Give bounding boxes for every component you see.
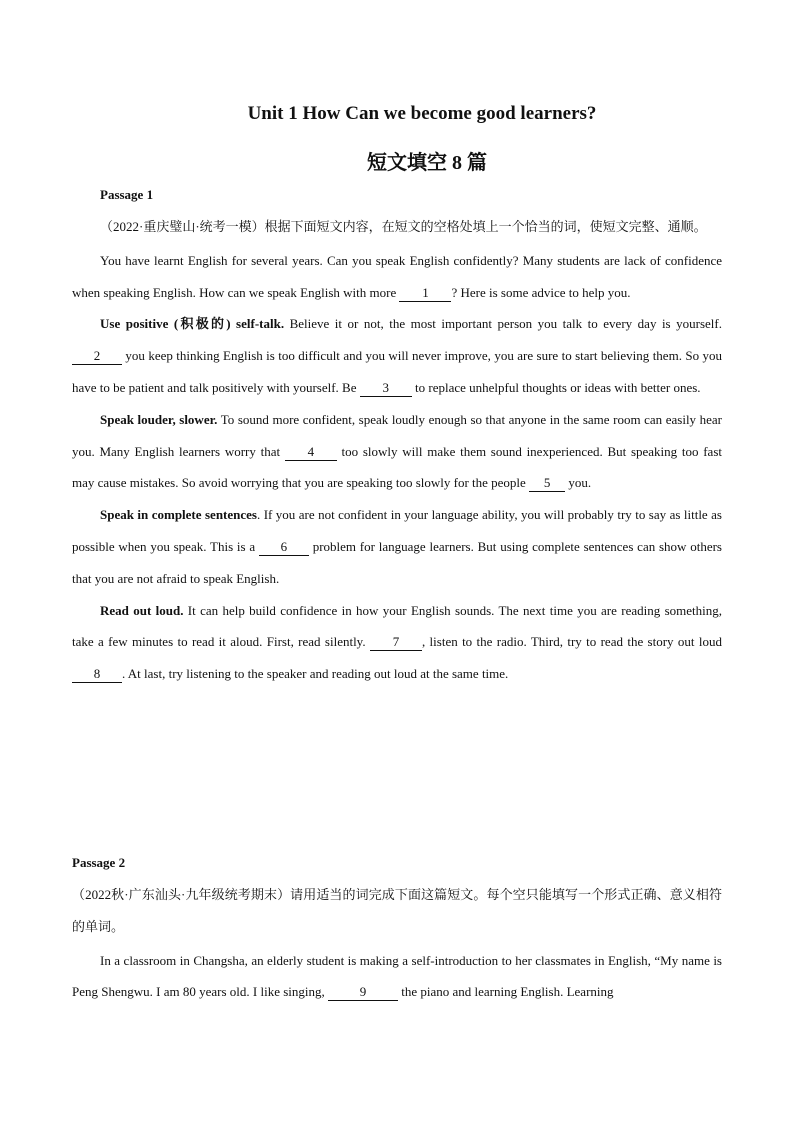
blank-2[interactable]: 2 (72, 348, 122, 365)
text: you. (565, 475, 592, 491)
instruction-text: （2022秋·广东汕头·九年级统考期末）请用适当的词完成下面这篇短文。每个空只能填写一个形式正确、意义相符的单词。 (72, 887, 722, 934)
passage-1-label: Passage 1 (100, 187, 154, 202)
passage-1-paragraph-5 (72, 595, 722, 690)
text: . If you are not confident in your language ability, you will probably try to say as little as possible when you speak. This is a (72, 507, 722, 554)
document-subtitle: 短文填空 8 篇 (367, 152, 487, 174)
heading-text: Read out loud. (100, 602, 184, 618)
text: It can help build confidence in how your English sounds. The next time you are reading something, take a few minutes to read it aloud. First, read silently. (72, 602, 722, 650)
text: to replace unhelpful thoughts or ideas with better ones. (411, 379, 701, 395)
document-title: Unit 1 How Can we become good learners? (247, 103, 597, 124)
text: . At last, try listening to the speaker and reading out loud at the same time. (122, 666, 509, 682)
heading-text: Use positive (积极的) self-talk. (100, 316, 285, 332)
text: In a classroom in Changsha, an elderly student is making a self-introduction to her classmates in English, “My name is Peng Shengwu. I am 80 years old. I like singing, (72, 952, 722, 1000)
text: too slowly will make them sound inexperienced. But speaking too fast may cause mistakes. So avoid worrying that you are speaking too slowly for the people (72, 443, 722, 491)
blank-8[interactable]: 8 (72, 666, 122, 683)
passage-1-paragraph-1 (72, 245, 722, 309)
text: ? Here is some advice to help you. (451, 284, 631, 300)
blank-9[interactable]: 9 (328, 984, 398, 1001)
passage-2-paragraph-1 (72, 945, 722, 1009)
text: You have learnt English for several years. Can you speak English confidently? Many students are lack of confidence when speaking English. How can we speak English with more (72, 252, 722, 300)
passage-1-paragraph-2 (72, 308, 722, 403)
blank-3[interactable]: 3 (360, 380, 412, 397)
text: Believe it or not, the most important person you talk to every day is yourself. (284, 316, 722, 332)
blank-4[interactable]: 4 (285, 444, 337, 461)
instruction-text: （2022·重庆璧山·统考一模）根据下面短文内容，在短文的空格处填上一个恰当的词，使短文完整、通顺。 (100, 219, 707, 234)
passage-1-paragraph-3 (72, 404, 722, 499)
passage-2-label: Passage 2 (72, 855, 126, 870)
passage-1-paragraph-4 (72, 499, 722, 594)
text: , listen to the radio. Third, try to read the story out loud (421, 634, 722, 650)
heading-text: Speak louder, slower. (100, 411, 218, 427)
passage-1-instruction (72, 211, 722, 243)
blank-5[interactable]: 5 (529, 475, 565, 492)
blank-1[interactable]: 1 (399, 285, 451, 302)
blank-7[interactable]: 7 (370, 634, 422, 651)
passage-1 (72, 211, 722, 690)
text: the piano and learning English. Learning (398, 984, 614, 1000)
passage-2 (72, 879, 722, 1008)
passage-2-instruction (72, 879, 722, 943)
text: you keep thinking English is too difficult and you will never improve, you are sure to start believing them. So you have to be patient and talk positively with yourself. Be (72, 348, 722, 395)
text: problem for language learners. But using complete sentences can show others that you are not afraid to speak English. (72, 538, 722, 586)
text: To sound more confident, speak loudly enough so that anyone in the same room can easily hear you. Many English learners worry that (72, 411, 722, 459)
heading-text: Speak in complete sentences (100, 507, 257, 523)
blank-6[interactable]: 6 (259, 539, 309, 556)
